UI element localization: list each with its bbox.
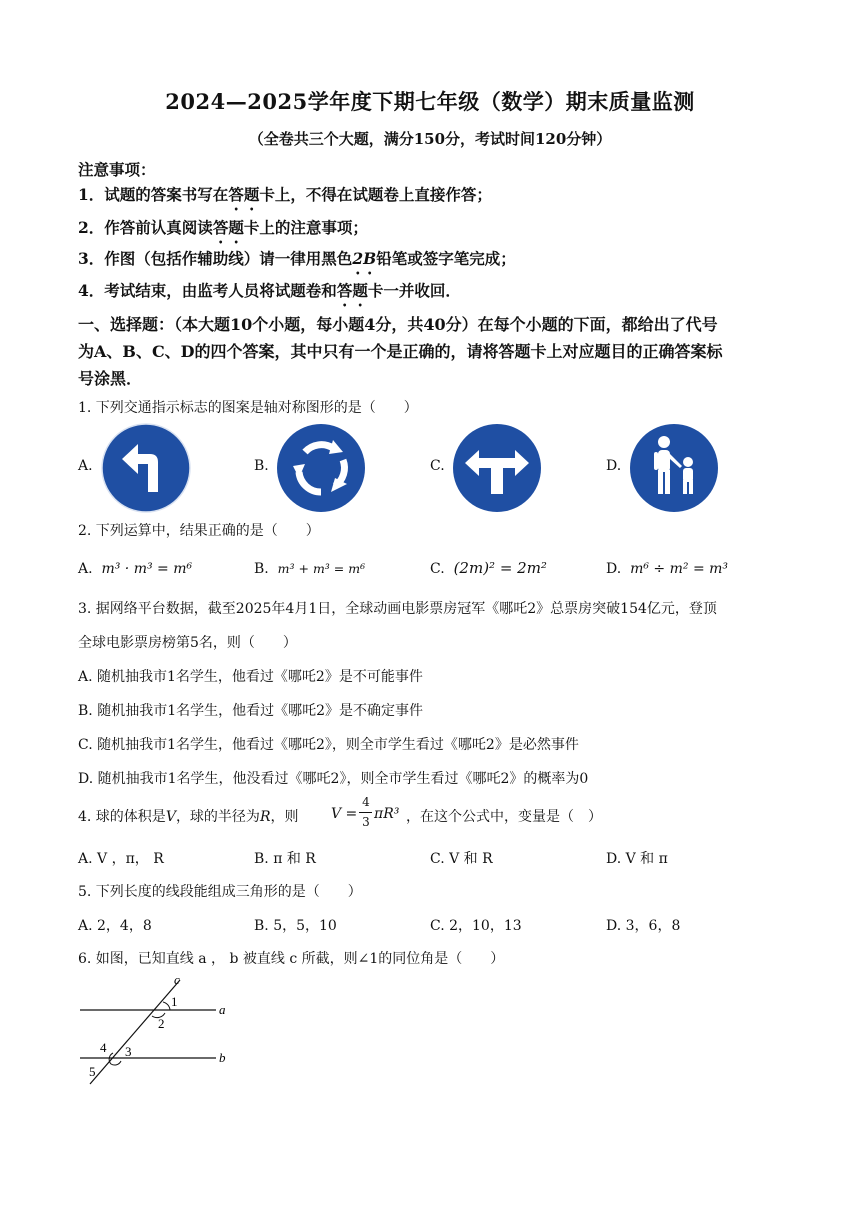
q1-option-d-label: D. [606, 458, 622, 474]
roundabout-icon [275, 422, 367, 514]
notice-item-2 [78, 216, 368, 247]
q3-stem-line1: 3. 据网络平台数据，截至2025年4月1日，全球动画电影票房冠军《哪吒2》总票房突破154亿元，登顶 [78, 601, 717, 617]
q4-option-c: C. V 和 R [430, 851, 493, 867]
q4-var-r: R [259, 809, 271, 825]
label-c: c [174, 972, 180, 987]
notice-num: 4． [78, 281, 105, 300]
q4-text: ，则 [270, 809, 299, 825]
label-1: 1 [171, 994, 178, 1009]
label-2: 2 [158, 1016, 165, 1031]
q2-option-c [430, 559, 547, 577]
option-expression: (2m)² = 2m² [453, 559, 547, 577]
notice-num: 1． [78, 185, 105, 204]
q4-formula-lhs: V = [331, 806, 358, 822]
q6-stem: 6. 如图，已知直线 a ， b 被直线 c 所截，则∠1的同位角是（ ） [78, 951, 505, 967]
label-b: b [219, 1050, 226, 1065]
q6-figure-transversal [76, 970, 236, 1090]
q4-option-d: D. V 和 π [606, 851, 668, 867]
label-a: a [219, 1002, 226, 1017]
notice-text: 铅笔或签字笔完成； [376, 249, 516, 268]
label-4: 4 [100, 1040, 107, 1055]
notice-emphasis: 答题 [212, 218, 244, 237]
notice-text: 试题的答案书写在 [104, 185, 229, 204]
q4-frac-den: 3 [362, 815, 370, 829]
q1-option-c-label: C. [430, 458, 445, 474]
q3-option-b: B. 随机抽我市1名学生，他看过《哪吒2》是不确定事件 [78, 703, 424, 719]
q2-stem: 2. 下列运算中，结果正确的是（ ） [78, 523, 320, 539]
q1-stem: 1. 下列交通指示标志的图案是轴对称图形的是（ ） [78, 400, 418, 416]
q2-option-d [606, 561, 728, 577]
option-expression: m³ + m³ = m⁶ [277, 561, 366, 576]
option-letter: D. [606, 561, 622, 577]
angle-1-arc [163, 1002, 170, 1010]
q5-option-d: D. 3，6，8 [606, 918, 681, 934]
q1-option-b-label: B. [254, 458, 269, 474]
notice-text: 作答前认真阅读 [104, 218, 213, 237]
option-letter: C. [430, 561, 445, 577]
exam-title: 2024—2025学年度下期七年级（数学）期末质量监测 [165, 89, 695, 114]
q4-text: 4. 球的体积是 [78, 809, 166, 825]
notice-num: 3． [78, 249, 105, 268]
notice-emphasis: 2B [352, 249, 377, 268]
q2-option-a [78, 561, 192, 577]
q4-frac-bar [359, 812, 372, 813]
q4-stem [78, 806, 298, 826]
q5-option-a: A. 2，4，8 [78, 918, 152, 934]
notice-text: 考试结束，由监考人员将试题卷和 [104, 281, 337, 300]
notice-num: 2． [78, 218, 105, 237]
pedestrian-icon [628, 422, 720, 514]
q2-option-b [254, 561, 365, 577]
q3-option-a: A. 随机抽我市1名学生，他看过《哪吒2》是不可能事件 [78, 669, 423, 685]
q5-option-b: B. 5，5，10 [254, 918, 337, 934]
notice-item-4 [78, 279, 461, 310]
section1-line3: 号涂黑． [78, 369, 143, 388]
label-5: 5 [89, 1064, 96, 1079]
section1-line1: 一、选择题：（本大题10个小题，每小题4分，共40分）在每个小题的下面，都给出了代号 [78, 315, 718, 334]
q3-stem-line2: 全球电影票房榜第5名，则（ ） [78, 635, 297, 651]
option-expression: m³ · m³ = m⁶ [101, 561, 193, 577]
q3-option-c: C. 随机抽我市1名学生，他看过《哪吒2》，则全市学生看过《哪吒2》是必然事件 [78, 737, 579, 753]
notice-item-3 [78, 247, 516, 278]
turn-left-arrow-icon [100, 422, 192, 514]
notice-text: 卡一并收回． [367, 281, 461, 300]
section1-line2: 为A、B、C、D的四个答案，其中只有一个是正确的，请将答题卡上对应题目的正确答案标 [78, 342, 723, 361]
q4-frac-num: 4 [362, 795, 370, 809]
notice-text: 卡上，不得在试题卷上直接作答； [259, 185, 492, 204]
option-letter: A. [78, 561, 93, 577]
notice-emphasis: 答题 [336, 281, 368, 300]
q4-formula-rhs: πR³ [374, 806, 400, 822]
q5-option-c: C. 2，10，13 [430, 918, 522, 934]
notice-emphasis: 答题 [228, 185, 260, 204]
notice-text: 卡上的注意事项； [243, 218, 368, 237]
notice-heading: 注意事项： [78, 160, 156, 179]
q4-option-a: A. V ，π， R [78, 851, 164, 867]
option-letter: B. [254, 561, 269, 577]
q5-stem: 5. 下列长度的线段能组成三角形的是（ ） [78, 884, 362, 900]
notice-item-1 [78, 183, 492, 214]
q4-stem-tail: ，在这个公式中，变量是（ ） [406, 809, 602, 825]
q1-option-a-label: A. [78, 458, 93, 474]
q4-text: ，球的半径为 [175, 809, 260, 825]
q4-option-b: B. π 和 R [254, 851, 316, 867]
q3-option-d: D. 随机抽我市1名学生，他没看过《哪吒2》，则全市学生看过《哪吒2》的概率为0 [78, 771, 589, 787]
notice-text: 作图（包括作辅助线）请一律用黑色 [104, 249, 353, 268]
line-c [90, 980, 180, 1084]
q4-var-v: V [165, 809, 176, 825]
option-expression: m⁶ ÷ m² = m³ [630, 561, 729, 577]
label-3: 3 [125, 1044, 132, 1059]
exam-subtitle: （全卷共三个大题，满分150分，考试时间120分钟） [248, 130, 612, 148]
fork-arrow-icon [451, 422, 543, 514]
